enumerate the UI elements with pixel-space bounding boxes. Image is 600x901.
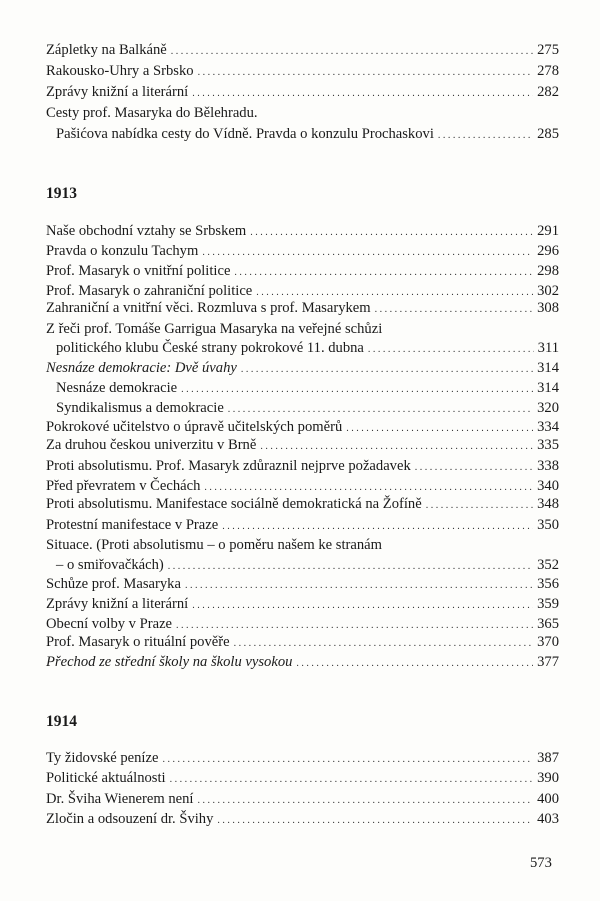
entry-page: 340	[537, 478, 559, 494]
entry-page: 308	[537, 300, 559, 316]
entry-page: 302	[537, 283, 559, 299]
toc-entry	[46, 574, 559, 594]
toc-entry	[46, 298, 559, 318]
toc-entry	[46, 82, 559, 102]
toc-entry	[46, 515, 559, 535]
entry-title: Dr. Šviha Wienerem není	[46, 791, 194, 807]
entry-title: Syndikalismus a demokracie	[56, 400, 224, 416]
dot-leader	[192, 82, 533, 104]
entry-page: 275	[537, 42, 559, 58]
entry-page: 311	[537, 340, 559, 356]
dot-leader	[234, 261, 533, 283]
entry-title: Politické aktuálnosti	[46, 770, 166, 786]
dot-leader	[241, 358, 533, 380]
entry-page: 350	[537, 517, 559, 533]
toc-entry	[46, 435, 559, 455]
entry-title: Cesty prof. Masaryka do Bělehradu.	[46, 105, 258, 121]
entry-title: – o smiřovačkách)	[56, 557, 164, 573]
entry-title: Nesnáze demokracie: Dvě úvahy	[46, 360, 237, 376]
toc-entry	[46, 221, 559, 241]
year-heading-1914: 1914	[46, 713, 77, 730]
entry-page: 387	[537, 750, 559, 766]
entry-page: 334	[537, 419, 559, 435]
toc-entry	[46, 417, 559, 437]
entry-title: Proti absolutismu. Manifestace sociálně demokratická na Žofíně	[46, 496, 422, 512]
entry-page: 282	[537, 84, 559, 100]
dot-leader	[171, 40, 533, 62]
entry-page: 296	[537, 243, 559, 259]
year-heading-1913: 1913	[46, 185, 77, 202]
entry-title: Zprávy knižní a literární	[46, 84, 189, 100]
entry-page: 365	[537, 616, 559, 632]
toc-subentry	[56, 398, 559, 418]
toc-subentry	[56, 378, 559, 398]
entry-page: 285	[537, 126, 559, 142]
dot-leader	[375, 298, 533, 320]
dot-leader	[426, 494, 533, 516]
toc-entry	[46, 241, 559, 261]
dot-leader	[368, 338, 534, 360]
entry-title: Schůze prof. Masaryka	[46, 576, 181, 592]
entry-page: 403	[537, 811, 559, 827]
entry-page: 370	[537, 634, 559, 650]
entry-title: Pravda o konzulu Tachym	[46, 243, 199, 259]
entry-page: 314	[537, 380, 559, 396]
dot-leader	[250, 221, 533, 243]
entry-page: 314	[537, 360, 559, 376]
entry-page: 359	[537, 596, 559, 612]
dot-leader	[181, 378, 533, 400]
toc-entry-continuation	[56, 338, 559, 358]
toc-entry	[46, 456, 559, 476]
toc-entry	[46, 809, 559, 829]
toc-entry	[46, 789, 559, 809]
entry-title: Prof. Masaryk o zahraniční politice	[46, 283, 253, 299]
entry-page: 352	[537, 557, 559, 573]
entry-title: Proti absolutismu. Prof. Masaryk zdůraznil nejprve požadavek	[46, 458, 411, 474]
entry-title: Ty židovské peníze	[46, 750, 159, 766]
entry-title: Zprávy knižní a literární	[46, 596, 189, 612]
entry-page: 377	[537, 654, 559, 670]
entry-title: Zápletky na Balkáně	[46, 42, 167, 58]
dot-leader	[296, 652, 533, 674]
entry-title: Nesnáze demokracie	[56, 380, 178, 396]
dot-leader	[170, 768, 534, 790]
entry-page: 338	[537, 458, 559, 474]
toc-entry	[46, 61, 559, 81]
entry-title: Z řeči prof. Tomáše Garrigua Masaryka na veřejné schůzi	[46, 321, 383, 337]
entry-page: 348	[537, 496, 559, 512]
toc-entry-first-line	[46, 319, 559, 339]
entry-title: Rakousko-Uhry a Srbsko	[46, 63, 194, 79]
entry-page: 320	[537, 400, 559, 416]
entry-title: Před převratem v Čechách	[46, 478, 201, 494]
entry-title: Přechod ze střední školy na školu vysokou	[46, 654, 293, 670]
dot-leader	[185, 574, 533, 596]
toc-entry	[46, 40, 559, 60]
entry-title: Za druhou českou univerzitu v Brně	[46, 437, 257, 453]
dot-leader	[202, 241, 533, 263]
dot-leader	[234, 632, 534, 654]
entry-title: Obecní volby v Praze	[46, 616, 173, 632]
toc-entry-first-line	[46, 103, 559, 123]
dot-leader	[260, 435, 533, 457]
dot-leader	[217, 809, 533, 831]
dot-leader	[192, 594, 533, 616]
entry-page: 335	[537, 437, 559, 453]
toc-entry	[46, 494, 559, 514]
entry-title: Zločin a odsouzení dr. Švihy	[46, 811, 214, 827]
entry-page: 298	[537, 263, 559, 279]
toc-entry	[46, 614, 559, 634]
entry-title: politického klubu České strany pokrokové 11. dubna	[56, 340, 364, 356]
entry-page: 356	[537, 576, 559, 592]
entry-title: Protestní manifestace v Praze	[46, 517, 219, 533]
toc-entry	[46, 594, 559, 614]
toc-entry-continuation	[56, 555, 559, 575]
toc-entry-first-line	[46, 535, 559, 555]
entry-title: Prof. Masaryk o vnitřní politice	[46, 263, 231, 279]
toc-entry	[46, 261, 559, 281]
entry-title: Situace. (Proti absolutismu – o poměru našem ke stranám	[46, 537, 382, 553]
toc-entry	[46, 476, 559, 496]
entry-page: 400	[537, 791, 559, 807]
toc-entry	[46, 632, 559, 652]
dot-leader	[197, 789, 533, 811]
toc-entry	[46, 748, 559, 768]
entry-page: 390	[537, 770, 559, 786]
entry-page: 291	[537, 223, 559, 239]
dot-leader	[438, 124, 533, 146]
toc-entry	[46, 768, 559, 788]
toc-entry	[46, 358, 559, 378]
entry-page: 278	[537, 63, 559, 79]
entry-title: Pokrokové učitelstvo o úpravě učitelských poměrů	[46, 419, 343, 435]
dot-leader	[222, 515, 533, 537]
entry-title: Prof. Masaryk o rituální pověře	[46, 634, 230, 650]
entry-title: Pašićova nabídka cesty do Vídně. Pravda o konzulu Prochaskovi	[56, 126, 434, 142]
page-number: 573	[530, 855, 552, 871]
entry-title: Naše obchodní vztahy se Srbskem	[46, 223, 247, 239]
dot-leader	[198, 61, 534, 83]
dot-leader	[162, 748, 533, 770]
toc-entry	[46, 652, 559, 672]
toc-entry-continuation	[56, 124, 559, 144]
entry-title: Zahraniční a vnitřní věci. Rozmluva s prof. Masarykem	[46, 300, 371, 316]
dot-leader	[415, 456, 533, 478]
